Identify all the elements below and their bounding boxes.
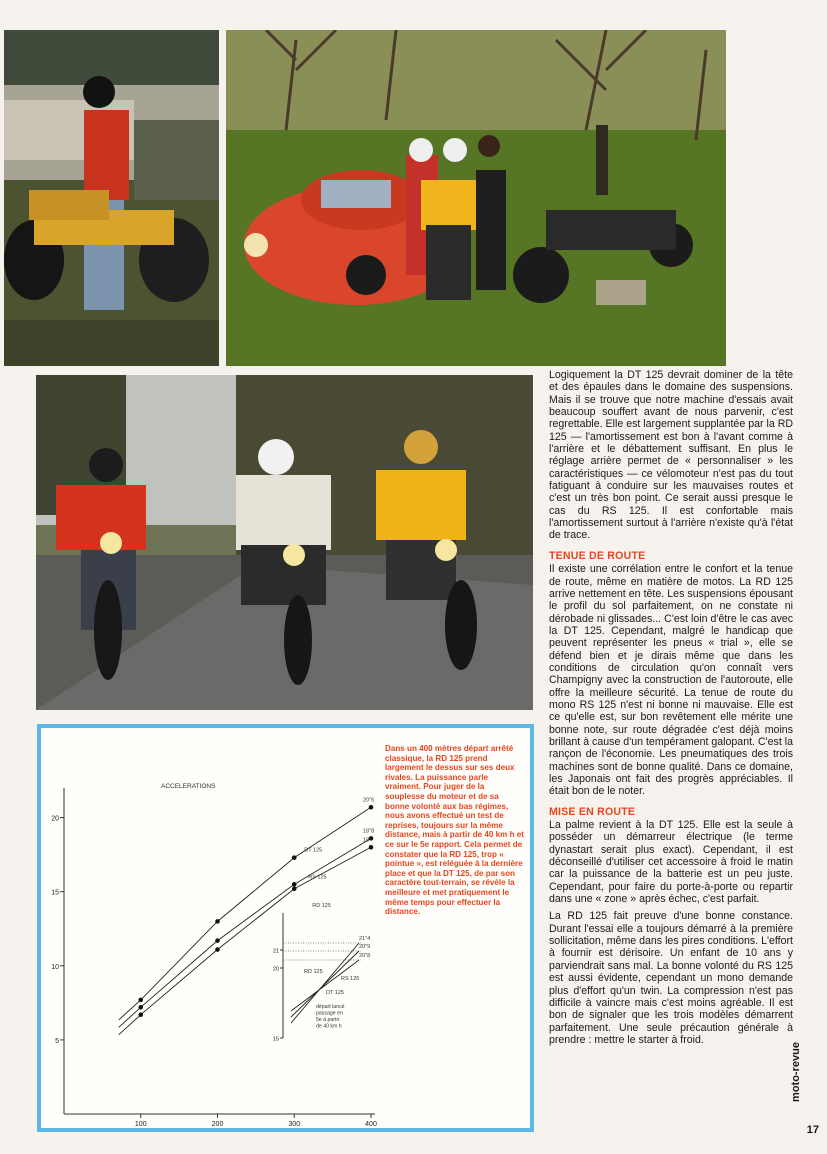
chart-caption: Dans un 400 mètres départ arrêté classique, la RD 125 prend largement le dessus sur ses deux rivales. La puissance parle vraiment. Pour juger de la souplesse du moteur et de sa bonne volonté aux bas régimes, nous avons effectué un test de reprises, toujours sur la même distance, mais à partir de 40 km h et ce sur le 5e rapport. Cela permet de constater que la RD 125, trop « pointue », est reléguée à la dernière place et que la DT 125, de par son caractère tout-terrain, se révèle la meilleure et met pratiquement le même temps pour effectuer la distance.	[385, 744, 525, 917]
inset-label-dt: DT 125	[326, 990, 344, 996]
photo-rider-yellow-motorcycle	[4, 30, 219, 366]
data-point	[138, 998, 143, 1003]
x-tick-label: 100	[134, 1121, 147, 1128]
section-text-tenue-de-route: Il existe une corrélation entre le confort et la tenue de route, même en matière de motos. La RD 125 arrive nettement en tête. Les suspensions épousant le profil du sol parfaitement, on ne constate ni dérobade ni glissades... C'est loin d'être le cas avec la DT 125. Cependant, malgré le handicap que peuvent représenter les pneus « trial », elle se défend bien et je dirais même que dans les conditions de circulation qu'on connaît vers Champigny avec la construction de l'autoroute, elle offre la meilleure sécurité. La tenue de route du mono RS 125 n'est ni bonne ni mauvaise. Elle est ce qu'elle est, sur bon revêtement elle mérite une bonne note, sur route dégradée c'est déjà moins brillant à cause d'un tempérament galopant. C'est la rançon de l'économie. Les pneumatiques des trois machines sont de bonne qualité. Dans ce domaine, les Japonais ont fait des progrès appréciables. Il était bon de le noter.	[549, 563, 793, 798]
series-line-1	[119, 838, 371, 1027]
inset-end-label: 21"4	[359, 936, 371, 942]
data-point	[292, 882, 297, 887]
article-column	[549, 369, 793, 1051]
data-point	[292, 886, 297, 891]
inset-y-tick-label: 21	[272, 948, 279, 955]
x-tick-label: 300	[288, 1121, 301, 1128]
inset-end-label: 20"8	[359, 953, 371, 959]
y-tick-label: 15	[51, 889, 59, 897]
data-point	[215, 919, 220, 924]
inset-note-line: départ lancé	[316, 1004, 345, 1010]
section-title-mise-en-route: MISE EN ROUTE	[549, 805, 636, 818]
chart-title: ACCELERATIONS	[161, 783, 216, 790]
y-tick-label: 10	[51, 963, 59, 971]
photo-group-by-orange-car	[226, 30, 726, 366]
data-point	[292, 855, 297, 860]
inset-end-label: 20"9	[359, 944, 371, 950]
y-tick-label: 5	[55, 1037, 59, 1045]
series-end-label: 20"6	[363, 797, 375, 804]
data-point	[138, 1005, 143, 1010]
acceleration-chart-box	[37, 724, 534, 1132]
data-point	[369, 845, 374, 850]
x-tick-label: 400	[365, 1121, 377, 1128]
data-point	[215, 947, 220, 952]
section-text-mise-en-route-1: La palme revient à la DT 125. Elle est la seule à posséder un démarreur électrique (le terme dynastart serait plus exact). Cependant, il est déconseillé d'utiliser cet accessoire à froid le matin car la puissance de la batterie est un peu juste. Cependant, pour faire du porte-à-porte ou repartir dans une « zone » après échec, c'est parfait.	[549, 819, 793, 906]
inset-note-line: de 40 km h	[316, 1023, 342, 1030]
inset-y-tick-label: 20	[272, 966, 279, 973]
page-number: 17	[806, 1124, 819, 1136]
section-text-mise-en-route-2: La RD 125 fait preuve d'une bonne constance. Durant l'essai elle a toujours démarré à la première sollicitation, même dans les pires conditions. L'effort à fournir est dérisoire. Un enfant de 10 ans y parviendrait sans mal. La bonne volonté du RS 125 est aussi évidente, cependant un mono demande plus d'effort qu'un twin. La compression n'est pas difficile à vaincre mais c'est moins agréable. Il est bon de signaler que les trois modèles démarrent parfaitement. Une seule précaution générale à prendre : mettre le starter à froid.	[549, 910, 793, 1046]
x-tick-label: 200	[211, 1121, 224, 1128]
series-end-label: 18"8	[363, 828, 375, 835]
series-line-0	[119, 807, 371, 1020]
data-point	[138, 1012, 143, 1017]
data-point	[369, 805, 374, 810]
series-end-label: 18"	[363, 837, 372, 844]
section-title-tenue-de-route: TENUE DE ROUTE	[549, 549, 646, 562]
inset-y-tick-label: 15	[272, 1036, 279, 1043]
series-name-label: DT 125	[304, 847, 323, 854]
magazine-name: moto-revue	[789, 1042, 802, 1102]
series-name-label: RS 125	[308, 874, 327, 881]
data-point	[215, 938, 220, 943]
photo-three-riders-on-road	[36, 375, 533, 710]
inset-label-rd: RD 125	[304, 969, 323, 975]
inset-note-line: 5e à partir	[316, 1017, 340, 1023]
series-name-label: RD 125	[312, 902, 331, 909]
inset-note-line: passage en	[316, 1010, 343, 1017]
article-intro: Logiquement la DT 125 devrait dominer de la tête et des épaules dans le domaine des suspensions. Mais il se trouve que notre machine d'essais avait beaucoup souffert avant de nous parvenir, c'est regrettable. Elle est largement supplantée par la RD 125 — l'amortissement est bon à l'avant comme à l'arrière et le débattement suffisant. En plus le réglage arrière permet de « personnaliser » les caractéristiques — ce vélomoteur n'est pas du tout fatiguant à conduire sur les mauvaises routes et c'est un très bon point. Ce serait aussi presque le cas du RS 125. Il est confortable mais l'amortissement surtout à l'arrière n'existe qu'à l'état de trace.	[549, 369, 793, 542]
y-tick-label: 20	[51, 815, 59, 823]
inset-label-rs: RS 125	[341, 976, 360, 982]
